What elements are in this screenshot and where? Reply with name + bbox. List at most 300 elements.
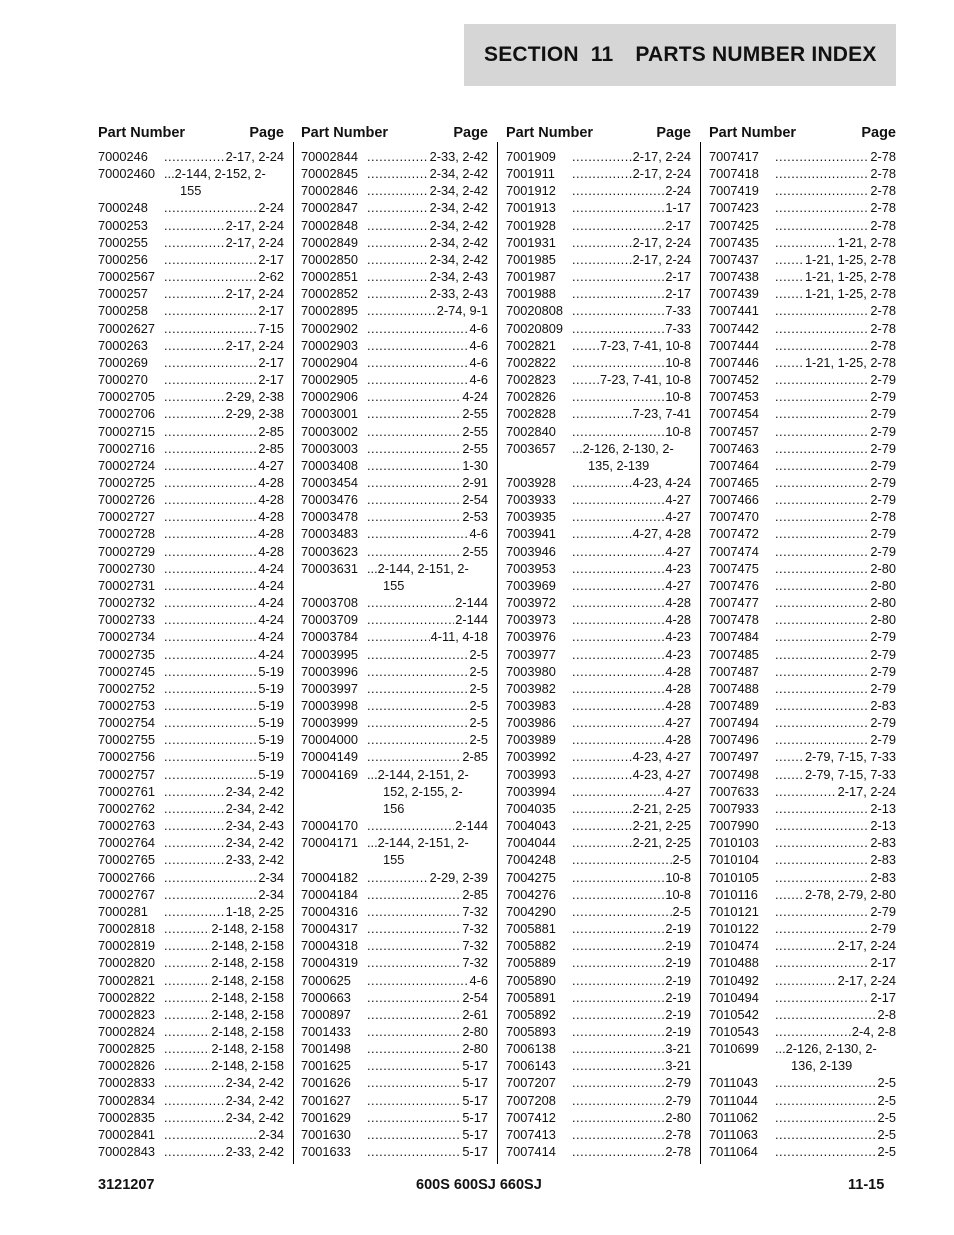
index-entry — [98, 834, 284, 851]
index-entry — [709, 508, 896, 525]
page-reference-continued: 155 — [383, 852, 405, 868]
index-entry — [98, 920, 284, 937]
dot-leader — [367, 954, 461, 971]
dot-leader — [164, 251, 257, 268]
page-reference: 2-91 — [462, 474, 488, 490]
page-reference: 2-34, 2-42 — [429, 234, 488, 250]
page-reference: 2-5 — [877, 1109, 896, 1125]
page-reference: 2-144 — [455, 818, 488, 834]
page-reference: 5-19 — [258, 715, 284, 731]
part-number: 7007453 — [709, 389, 759, 405]
part-number: 7007494 — [709, 715, 759, 731]
dot-leader — [572, 268, 664, 285]
part-number: 70004171 — [301, 835, 358, 851]
page-reference: 2-78 — [870, 217, 896, 233]
index-entry — [301, 182, 488, 199]
index-entry — [709, 954, 896, 971]
part-number: 7007412 — [506, 1109, 556, 1125]
dot-leader — [164, 1109, 225, 1126]
page-reference: 2-144 — [455, 612, 488, 628]
part-number: 70004319 — [301, 955, 358, 971]
index-entry — [506, 783, 691, 800]
part-number: 7010122 — [709, 921, 759, 937]
part-number: 70003483 — [301, 526, 358, 542]
page-reference: 2-5 — [877, 1144, 896, 1160]
index-entry — [506, 1074, 691, 1091]
page-reference: 4-23 — [665, 629, 691, 645]
page-heading: Page — [861, 125, 896, 141]
index-entry — [301, 371, 488, 388]
index-entry — [709, 1092, 896, 1109]
part-number: 70002732 — [98, 595, 155, 611]
dot-leader — [775, 268, 804, 285]
page-reference: 4-27 — [665, 492, 691, 508]
part-number: 7007437 — [709, 251, 759, 267]
dot-leader — [775, 217, 869, 234]
page-reference: 1-21, 1-25, 2-78 — [804, 251, 896, 267]
part-number: 70002833 — [98, 1075, 155, 1091]
index-entry — [98, 800, 284, 817]
part-number: 7001928 — [506, 217, 556, 233]
index-entry — [301, 1109, 488, 1126]
part-number: 70004316 — [301, 903, 358, 919]
dot-leader — [775, 182, 869, 199]
part-number: 70002835 — [98, 1109, 155, 1125]
index-entry — [301, 491, 488, 508]
part-number: 70002715 — [98, 423, 155, 439]
part-number: 70002765 — [98, 852, 155, 868]
index-entry — [301, 388, 488, 405]
part-number: 70002904 — [301, 354, 358, 370]
index-entry — [98, 1092, 284, 1109]
part-number: 7004043 — [506, 818, 556, 834]
page-reference: 2-148, 2-158 — [211, 1006, 284, 1022]
index-entry — [709, 474, 896, 491]
index-entry — [98, 148, 284, 165]
dot-leader — [164, 577, 257, 594]
part-number: 7002822 — [506, 354, 556, 370]
part-number: 70002764 — [98, 835, 155, 851]
index-entry — [709, 371, 896, 388]
part-number: 70002903 — [301, 337, 358, 353]
page-reference: 2-17, 2-24 — [225, 286, 284, 302]
index-entry — [709, 594, 896, 611]
page-reference: 7-33 — [665, 320, 691, 336]
part-number: 7005892 — [506, 1006, 556, 1022]
part-number: 70003999 — [301, 715, 358, 731]
part-number: 7010103 — [709, 835, 759, 851]
page-reference: 2-85 — [258, 440, 284, 456]
part-number: 70004182 — [301, 869, 358, 885]
index-column-4 — [709, 118, 896, 1160]
page-reference: 1-21, 1-25, 2-78 — [804, 269, 896, 285]
index-entry — [709, 457, 896, 474]
dot-leader — [775, 320, 869, 337]
index-entry — [506, 972, 691, 989]
dot-leader — [367, 1143, 461, 1160]
part-number: 70002844 — [301, 149, 358, 164]
dot-leader — [572, 182, 664, 199]
page-reference: 1-21, 1-25, 2-78 — [804, 286, 896, 302]
section-label: SECTION — [484, 43, 579, 66]
index-entry — [506, 251, 691, 268]
part-number: 70002822 — [98, 989, 155, 1005]
index-entry — [98, 1040, 284, 1057]
dot-leader — [775, 1109, 877, 1126]
dot-leader — [775, 543, 869, 560]
dot-leader — [572, 817, 632, 834]
column-header — [301, 118, 488, 148]
page-reference: 2-80 — [870, 595, 896, 611]
part-number: 7007418 — [709, 166, 759, 182]
index-entry — [98, 611, 284, 628]
index-entry — [506, 354, 691, 371]
page-reference: 2-17, 2-24 — [632, 234, 691, 250]
index-entry — [506, 405, 691, 422]
page-reference: 4-27 — [665, 509, 691, 525]
part-number: 7011064 — [709, 1144, 758, 1160]
dot-leader — [164, 320, 257, 337]
index-entry — [301, 1074, 488, 1091]
part-number: 7001912 — [506, 183, 556, 199]
dot-leader — [775, 354, 804, 371]
dot-leader — [164, 834, 225, 851]
page-reference-continued: 136, 2-139 — [791, 1058, 853, 1074]
dot-leader — [367, 972, 469, 989]
index-entry — [506, 731, 691, 748]
dot-leader — [775, 165, 869, 182]
part-number: 7003935 — [506, 509, 556, 525]
part-number: 7003982 — [506, 680, 556, 696]
dot-leader — [164, 1126, 257, 1143]
dot-leader — [572, 577, 664, 594]
page-reference: 2-34, 2-42 — [225, 800, 284, 816]
page-reference: 2-17, 2-24 — [225, 337, 284, 353]
page-reference: 2-17 — [665, 286, 691, 302]
part-number: 70020808 — [506, 303, 563, 319]
page-reference: 2-83 — [870, 698, 896, 713]
index-entry — [506, 989, 691, 1006]
page-heading: Page — [453, 125, 488, 141]
part-number: 7004248 — [506, 852, 556, 868]
dot-leader — [164, 663, 257, 680]
page-reference: 2-34 — [258, 869, 284, 885]
part-number: 7007207 — [506, 1075, 556, 1091]
dot-leader — [775, 954, 869, 971]
index-column-2 — [301, 118, 488, 1160]
dot-leader — [572, 680, 664, 697]
dot-leader — [164, 525, 257, 542]
index-entry — [301, 766, 488, 817]
index-entry — [709, 337, 896, 354]
page-reference: 2-79 — [870, 372, 896, 388]
index-entry — [709, 680, 896, 697]
dot-leader — [775, 594, 869, 611]
page-reference: 2-62 — [258, 269, 284, 285]
index-entry — [98, 440, 284, 457]
page-reference: 7-32 — [462, 903, 488, 919]
index-entry — [709, 320, 896, 337]
page-reference: 4-28 — [665, 595, 691, 611]
index-entry — [98, 371, 284, 388]
dot-leader — [164, 594, 257, 611]
index-entry — [301, 1143, 488, 1160]
index-entry — [301, 302, 488, 319]
index-entry — [98, 954, 284, 971]
index-entry — [506, 337, 691, 354]
dot-leader — [367, 731, 469, 748]
page-reference: 2-29, 2-38 — [225, 389, 284, 405]
page-reference: 2-33, 2-42 — [429, 149, 488, 164]
index-entry — [98, 937, 284, 954]
dot-leader — [775, 199, 869, 216]
index-entry — [709, 663, 896, 680]
dot-leader — [164, 148, 225, 165]
page-reference: 2-144, 2-151, 2- — [377, 766, 469, 782]
part-number: 70002819 — [98, 938, 155, 954]
index-entry — [98, 354, 284, 371]
part-number: 7001433 — [301, 1023, 351, 1039]
dot-leader — [164, 731, 257, 748]
index-entry — [506, 217, 691, 234]
index-entry — [301, 697, 488, 714]
page-reference: 2-17, 2-24 — [632, 149, 691, 164]
part-number: 70002756 — [98, 749, 155, 765]
page-reference: 2-79 — [870, 492, 896, 508]
dot-leader — [572, 920, 664, 937]
index-entry — [98, 525, 284, 542]
dot-leader — [367, 903, 461, 920]
part-number: 7007476 — [709, 577, 759, 593]
page-reference: 2-17 — [258, 251, 284, 267]
page-reference-continued: 155 — [383, 577, 405, 593]
index-entry — [709, 851, 896, 868]
page-reference: 2-78 — [870, 509, 896, 525]
dot-leader — [367, 817, 454, 834]
part-number: 70002460 — [98, 166, 155, 182]
page-reference: 10-8 — [665, 354, 691, 370]
page-reference: 2-4, 2-8 — [851, 1023, 896, 1039]
index-entry — [98, 405, 284, 422]
index-entry — [506, 1109, 691, 1126]
index-entry — [98, 869, 284, 886]
dot-leader — [572, 783, 664, 800]
dot-leader — [572, 320, 664, 337]
page-reference: 2-79 — [870, 543, 896, 559]
part-number: 7007457 — [709, 423, 759, 439]
page-reference: 4-28 — [665, 680, 691, 696]
part-number: 7003994 — [506, 783, 556, 799]
part-number: 70002766 — [98, 869, 155, 885]
index-entry — [506, 766, 691, 783]
page-reference: 2-79 — [665, 1092, 691, 1108]
part-number: 7007435 — [709, 234, 759, 250]
page-reference: 2-79 — [665, 1075, 691, 1091]
page-reference-continued: 155 — [180, 183, 202, 199]
index-entry — [506, 937, 691, 954]
page-heading: Page — [249, 125, 284, 141]
page-reference: 2-79 — [870, 440, 896, 456]
page-reference: 7-15 — [258, 320, 284, 336]
dot-leader — [775, 834, 869, 851]
dot-leader — [572, 491, 664, 508]
part-number: 7007472 — [709, 526, 759, 542]
part-number: 70002761 — [98, 783, 155, 799]
dot-leader — [775, 1143, 877, 1160]
index-entry — [709, 886, 896, 903]
index-entry — [98, 697, 284, 714]
part-number: 7007446 — [709, 354, 759, 370]
index-entry — [98, 320, 284, 337]
dot-leader — [775, 577, 869, 594]
part-number: 7003973 — [506, 612, 556, 628]
part-number: 7000263 — [98, 337, 148, 353]
dot-leader — [367, 869, 429, 886]
column-divider — [700, 142, 701, 1164]
dot-leader — [572, 611, 664, 628]
index-entry — [301, 354, 488, 371]
dot-leader — [164, 800, 225, 817]
part-number: 7000663 — [301, 989, 351, 1005]
index-entry — [301, 337, 488, 354]
dot-leader — [367, 320, 469, 337]
index-entry — [301, 989, 488, 1006]
page-reference: 2-55 — [462, 423, 488, 439]
page-reference: 2-33, 2-42 — [225, 852, 284, 868]
index-entry — [98, 577, 284, 594]
page-reference: 4-28 — [258, 526, 284, 542]
dot-leader — [164, 869, 257, 886]
page-reference: 2-24 — [258, 200, 284, 216]
page-reference: 2-79 — [870, 457, 896, 473]
page-reference: 7-23, 7-41, 10-8 — [599, 337, 691, 353]
dot-leader — [572, 903, 672, 920]
page-reference: 7-32 — [462, 955, 488, 971]
page-reference: 2-5 — [469, 680, 488, 696]
index-entry — [506, 869, 691, 886]
part-number: 70002755 — [98, 732, 155, 748]
dot-leader — [164, 457, 257, 474]
part-number: 7007633 — [709, 783, 759, 799]
part-number: 7001931 — [506, 234, 556, 250]
page-reference: 2-79 — [870, 389, 896, 405]
dot-leader — [775, 148, 869, 165]
page-reference: 2-21, 2-25 — [632, 800, 691, 816]
page-reference: 4-28 — [258, 492, 284, 508]
dot-leader — [775, 457, 869, 474]
index-entry — [301, 217, 488, 234]
index-entry — [301, 680, 488, 697]
page-reference: 2-19 — [665, 1006, 691, 1022]
index-entry — [709, 731, 896, 748]
dot-leader — [164, 440, 257, 457]
index-entry — [98, 423, 284, 440]
part-number: 7003986 — [506, 715, 556, 731]
page-reference: 2-144, 2-151, 2- — [377, 835, 469, 851]
index-entry — [506, 817, 691, 834]
page-reference: 4-28 — [665, 612, 691, 628]
part-number: 70002820 — [98, 955, 155, 971]
index-entry — [301, 508, 488, 525]
part-number: 7005881 — [506, 921, 556, 937]
dot-leader — [775, 920, 869, 937]
part-number: 7003993 — [506, 766, 556, 782]
page-reference: 4-27, 4-28 — [632, 526, 691, 542]
dot-leader — [367, 165, 429, 182]
dot-leader — [775, 783, 837, 800]
index-entry — [301, 1092, 488, 1109]
page-reference: 2-5 — [469, 646, 488, 662]
page-reference: 2-5 — [469, 715, 488, 731]
dot-leader — [572, 954, 664, 971]
part-number: 7001498 — [301, 1041, 351, 1057]
dot-leader — [775, 405, 869, 422]
index-entry — [301, 834, 488, 868]
index-entry — [709, 405, 896, 422]
index-entry — [506, 148, 691, 165]
part-number: 70002852 — [301, 286, 358, 302]
page-reference: 2-17, 2-24 — [632, 166, 691, 182]
page-reference: 4-23, 4-27 — [632, 766, 691, 782]
index-entry — [709, 165, 896, 182]
page-reference: 2-54 — [462, 989, 488, 1005]
dot-leader — [775, 388, 869, 405]
index-entry — [98, 851, 284, 868]
dot-leader — [164, 388, 225, 405]
page-reference: 5-19 — [258, 732, 284, 748]
dot-leader — [775, 1023, 851, 1040]
index-entry — [506, 302, 691, 319]
index-entry — [98, 903, 284, 920]
dot-leader — [164, 285, 225, 302]
dot-leader — [367, 680, 469, 697]
index-entry — [301, 972, 488, 989]
dot-leader — [572, 663, 664, 680]
part-number: 70003002 — [301, 423, 358, 439]
dot-leader — [367, 268, 429, 285]
column-header — [709, 118, 896, 148]
part-number: 7003972 — [506, 595, 556, 611]
dot-leader — [572, 628, 664, 645]
index-entry — [301, 1057, 488, 1074]
page-reference: 10-8 — [665, 423, 691, 439]
dot-leader — [164, 646, 257, 663]
index-entry — [301, 560, 488, 594]
page-reference: 2-148, 2-158 — [211, 921, 284, 937]
part-number: 7003989 — [506, 732, 556, 748]
index-entry — [506, 886, 691, 903]
index-entry — [301, 1006, 488, 1023]
part-number: 7003969 — [506, 577, 556, 593]
part-number: 70004318 — [301, 938, 358, 954]
index-entry — [98, 1057, 284, 1074]
dot-leader — [775, 491, 869, 508]
dot-leader — [775, 440, 869, 457]
page-reference: 2-5 — [877, 1126, 896, 1142]
part-number: 70003001 — [301, 406, 358, 422]
page-reference: 7-33 — [665, 303, 691, 319]
index-entry — [709, 646, 896, 663]
page-reference: 2-53 — [462, 509, 488, 525]
index-entry — [301, 525, 488, 542]
page-reference: 2-79, 7-15, 7-33 — [804, 766, 896, 782]
index-entry — [709, 783, 896, 800]
page-reference: 3-21 — [665, 1058, 691, 1074]
page-reference: 2-55 — [462, 440, 488, 456]
page-reference: 4-24 — [258, 560, 284, 576]
index-entry — [506, 508, 691, 525]
part-number: 7007478 — [709, 612, 759, 628]
